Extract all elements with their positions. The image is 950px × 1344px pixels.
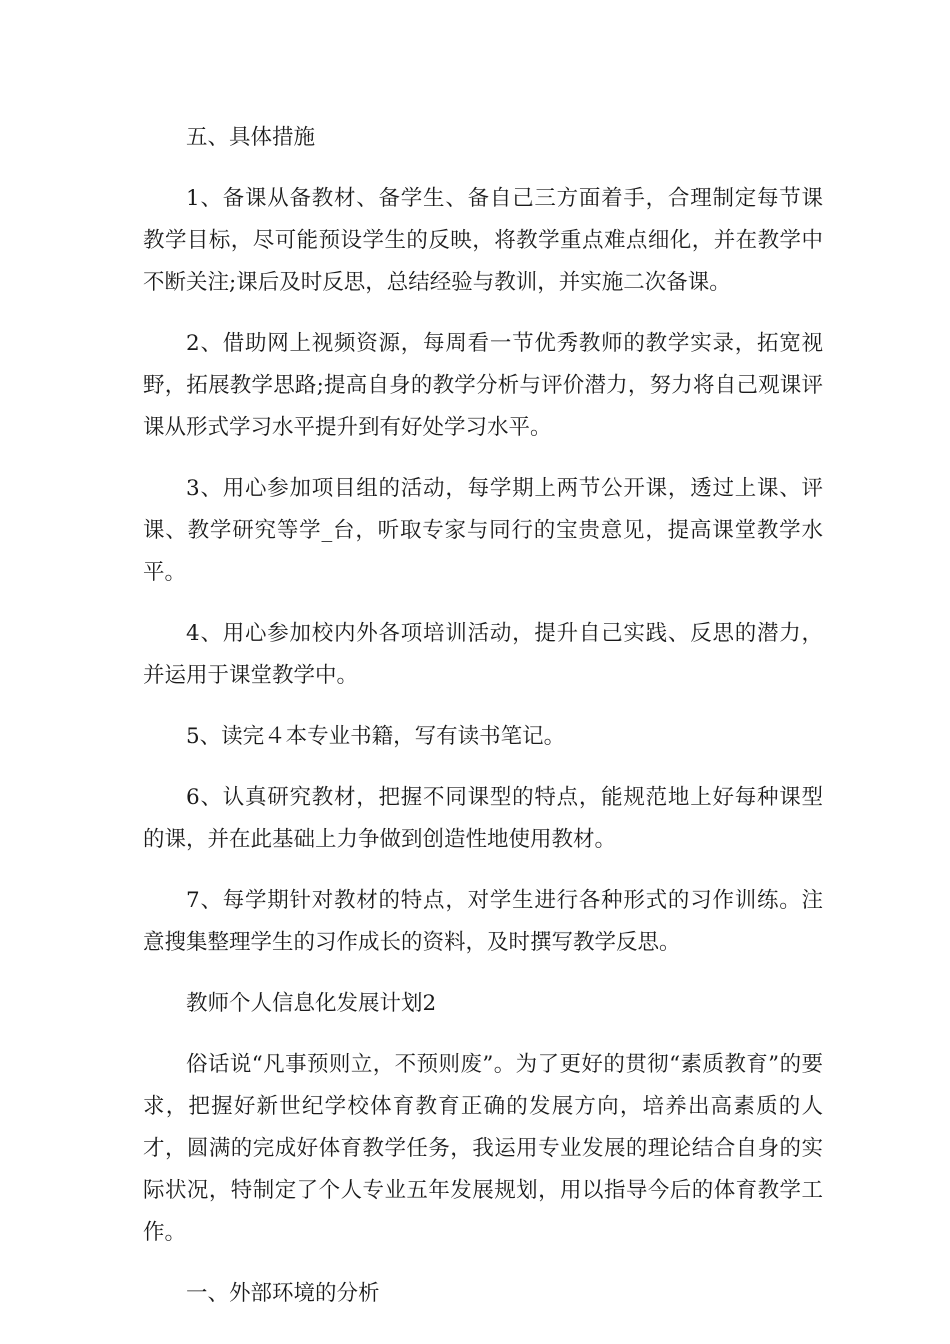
section-heading-environment: 一、外部环境的分析: [186, 1281, 380, 1306]
plan-title: 教师个人信息化发展计划2: [186, 991, 437, 1016]
intro-paragraph: 俗话说“凡事预则立，不预则废”。为了更好的贯彻“素质教育”的要求，把握好新世纪学校体育教育正确的发展方向，培养出高素质的人才，圆满的完成好体育教学任务，我运用专业发展的理论结合自身的实际状况，特制定了个人专业五年发展规划，用以指导今后的体育教学工作。: [143, 1052, 823, 1245]
measure-item-4: 4、用心参加校内外各项培训活动，提升自己实践、反思的潜力，并运用于课堂教学中。: [143, 621, 823, 688]
measure-item-2: 2、借助网上视频资源，每周看一节优秀教师的教学实录，拓宽视野，拓展教学思路;提高自身的教学分析与评价潜力，努力将自己观课评课从形式学习水平提升到有好处学习水平。: [143, 331, 823, 440]
measure-item-5: 5、读完４本专业书籍，写有读书笔记。: [186, 724, 566, 749]
measure-item-6: 6、认真研究教材，把握不同课型的特点，能规范地上好每种课型的课，并在此基础上力争做到创造性地使用教材。: [143, 785, 823, 852]
measure-item-3: 3、用心参加项目组的活动，每学期上两节公开课，透过上课、评课、教学研究等学_台，听取专家与同行的宝贵意见，提高课堂教学水平。: [143, 476, 823, 585]
section-heading-measures: 五、具体措施: [186, 125, 316, 150]
document-body: [143, 117, 823, 1334]
measure-item-7: 7、每学期针对教材的特点，对学生进行各种形式的习作训练。注意搜集整理学生的习作成长的资料，及时撰写教学反思。: [143, 888, 823, 955]
measure-item-1: 1、备课从备教材、备学生、备自己三方面着手，合理制定每节课教学目标，尽可能预设学生的反映，将教学重点难点细化，并在教学中不断关注;课后及时反思，总结经验与教训，并实施二次备课。: [143, 186, 823, 295]
